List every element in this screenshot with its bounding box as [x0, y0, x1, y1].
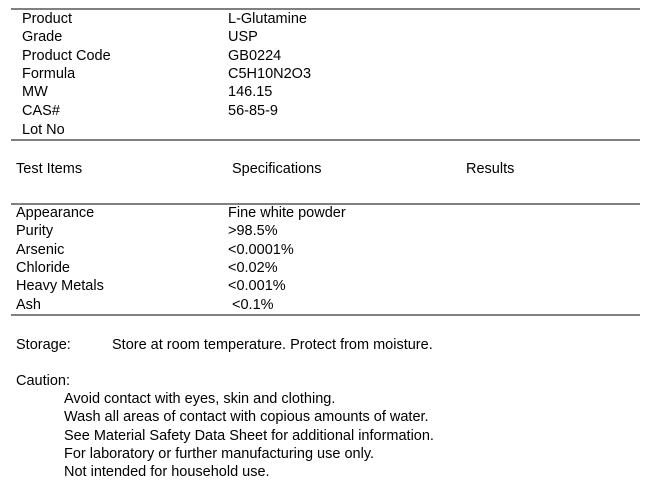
test-spec: <0.001%: [228, 278, 286, 294]
tests-bottom-rule: [11, 314, 640, 316]
info-label: Product Code: [22, 48, 111, 64]
info-label: CAS#: [22, 103, 60, 119]
caution-line: For laboratory or further manufacturing use only.: [64, 446, 375, 462]
test-spec: <0.0001%: [228, 242, 294, 258]
info-value: USP: [228, 29, 258, 45]
caution-line: Wash all areas of contact with copious amounts of water.: [64, 409, 429, 425]
info-label: Lot No: [22, 122, 65, 138]
header-specifications: Specifications: [232, 161, 322, 177]
top-rule: [11, 8, 640, 10]
info-label: Formula: [22, 66, 76, 82]
info-bottom-rule: [11, 139, 640, 141]
info-value: L-Glutamine: [228, 11, 307, 27]
caution-line: Not intended for household use.: [64, 464, 270, 480]
info-value: GB0224: [228, 48, 282, 64]
info-label: Product: [22, 11, 72, 27]
header-results: Results: [466, 161, 515, 177]
test-item: Purity: [16, 223, 54, 239]
info-label: Grade: [22, 29, 63, 45]
info-label: MW: [22, 84, 48, 100]
caution-line: Avoid contact with eyes, skin and clothing.: [64, 391, 336, 407]
test-item: Heavy Metals: [16, 278, 104, 294]
caution-label: Caution:: [16, 373, 71, 389]
info-value: 146.15: [228, 84, 273, 100]
info-value: 56-85-9: [228, 103, 278, 119]
storage-label: Storage:: [16, 337, 71, 353]
header-test-items: Test Items: [16, 161, 83, 177]
test-item: Ash: [16, 297, 41, 313]
test-item: Chloride: [16, 260, 70, 276]
test-spec: >98.5%: [228, 223, 278, 239]
info-value: C5H10N2O3: [228, 66, 312, 82]
test-spec: <0.02%: [228, 260, 278, 276]
test-item: Appearance: [16, 205, 95, 221]
storage-text: Store at room temperature. Protect from moisture.: [112, 337, 433, 353]
caution-line: See Material Safety Data Sheet for additional information.: [64, 428, 434, 444]
test-item: Arsenic: [16, 242, 65, 258]
test-spec: <0.1%: [228, 297, 274, 313]
test-spec: Fine white powder: [228, 205, 346, 221]
